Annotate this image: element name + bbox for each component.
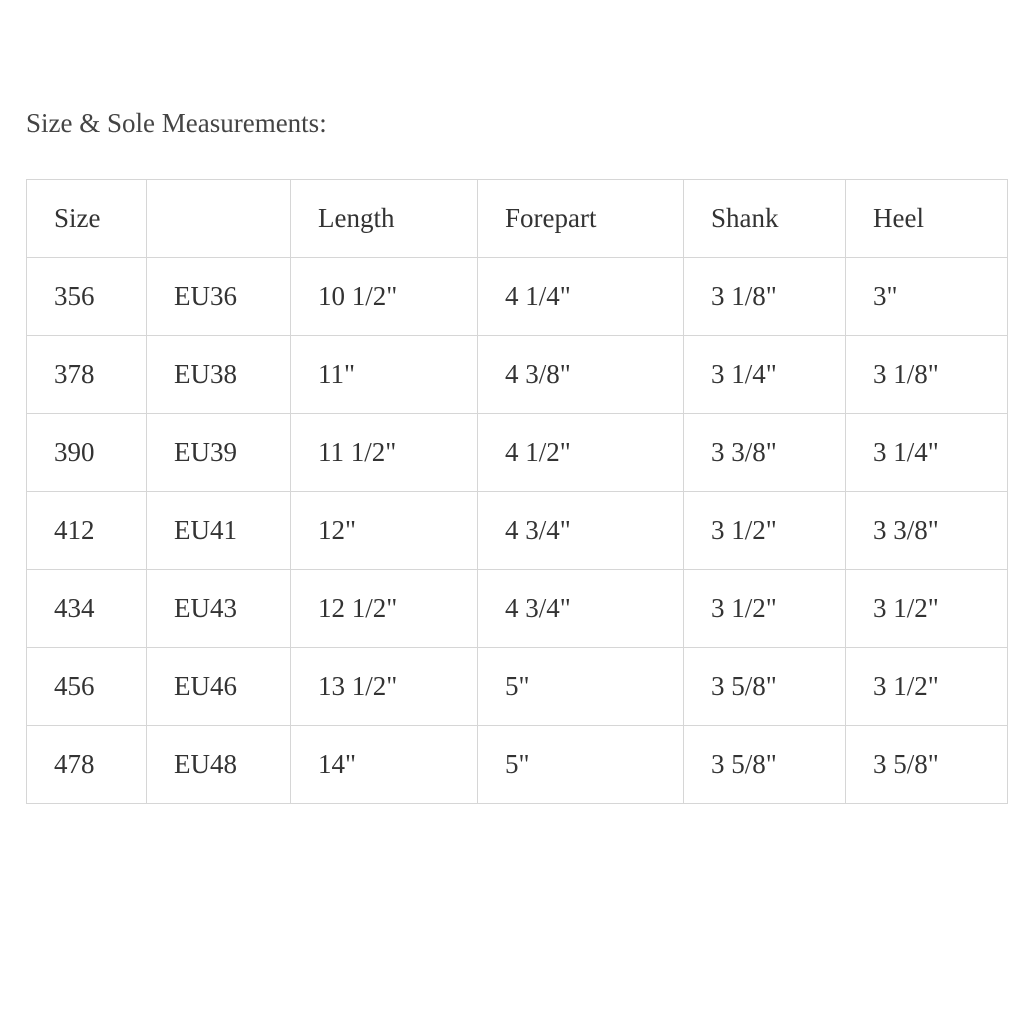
cell-size: 434 <box>27 570 147 648</box>
cell-length: 11 1/2" <box>291 414 478 492</box>
cell-length: 13 1/2" <box>291 648 478 726</box>
cell-forepart: 4 1/2" <box>478 414 684 492</box>
cell-eu-size: EU39 <box>147 414 291 492</box>
cell-shank: 3 1/2" <box>684 492 846 570</box>
cell-heel: 3 1/2" <box>846 570 1008 648</box>
cell-length: 12" <box>291 492 478 570</box>
cell-shank: 3 5/8" <box>684 648 846 726</box>
cell-heel: 3 5/8" <box>846 726 1008 804</box>
cell-size: 412 <box>27 492 147 570</box>
cell-shank: 3 1/2" <box>684 570 846 648</box>
cell-size: 378 <box>27 336 147 414</box>
cell-heel: 3 1/4" <box>846 414 1008 492</box>
cell-length: 11" <box>291 336 478 414</box>
table-row <box>27 726 1008 804</box>
cell-length: 10 1/2" <box>291 258 478 336</box>
cell-heel: 3 1/8" <box>846 336 1008 414</box>
cell-eu-size: EU43 <box>147 570 291 648</box>
table-row <box>27 414 1008 492</box>
header-eu-size <box>147 180 291 258</box>
table-row <box>27 336 1008 414</box>
cell-size: 356 <box>27 258 147 336</box>
table-row <box>27 570 1008 648</box>
header-length: Length <box>291 180 478 258</box>
header-shank: Shank <box>684 180 846 258</box>
header-heel: Heel <box>846 180 1008 258</box>
cell-eu-size: EU48 <box>147 726 291 804</box>
cell-eu-size: EU38 <box>147 336 291 414</box>
cell-heel: 3 3/8" <box>846 492 1008 570</box>
size-measurements-table <box>26 179 1008 804</box>
table-row <box>27 648 1008 726</box>
cell-length: 12 1/2" <box>291 570 478 648</box>
cell-eu-size: EU46 <box>147 648 291 726</box>
cell-eu-size: EU36 <box>147 258 291 336</box>
cell-heel: 3 1/2" <box>846 648 1008 726</box>
cell-eu-size: EU41 <box>147 492 291 570</box>
table-header-row <box>27 180 1008 258</box>
table-row <box>27 258 1008 336</box>
cell-forepart: 4 1/4" <box>478 258 684 336</box>
cell-forepart: 4 3/4" <box>478 492 684 570</box>
cell-size: 478 <box>27 726 147 804</box>
cell-forepart: 4 3/8" <box>478 336 684 414</box>
cell-forepart: 5" <box>478 726 684 804</box>
cell-shank: 3 1/8" <box>684 258 846 336</box>
cell-length: 14" <box>291 726 478 804</box>
cell-shank: 3 1/4" <box>684 336 846 414</box>
cell-heel: 3" <box>846 258 1008 336</box>
page-title: Size & Sole Measurements: <box>26 108 327 138</box>
header-forepart: Forepart <box>478 180 684 258</box>
cell-size: 390 <box>27 414 147 492</box>
cell-shank: 3 3/8" <box>684 414 846 492</box>
cell-shank: 3 5/8" <box>684 726 846 804</box>
cell-size: 456 <box>27 648 147 726</box>
table-row <box>27 492 1008 570</box>
cell-forepart: 4 3/4" <box>478 570 684 648</box>
header-size: Size <box>27 180 147 258</box>
cell-forepart: 5" <box>478 648 684 726</box>
